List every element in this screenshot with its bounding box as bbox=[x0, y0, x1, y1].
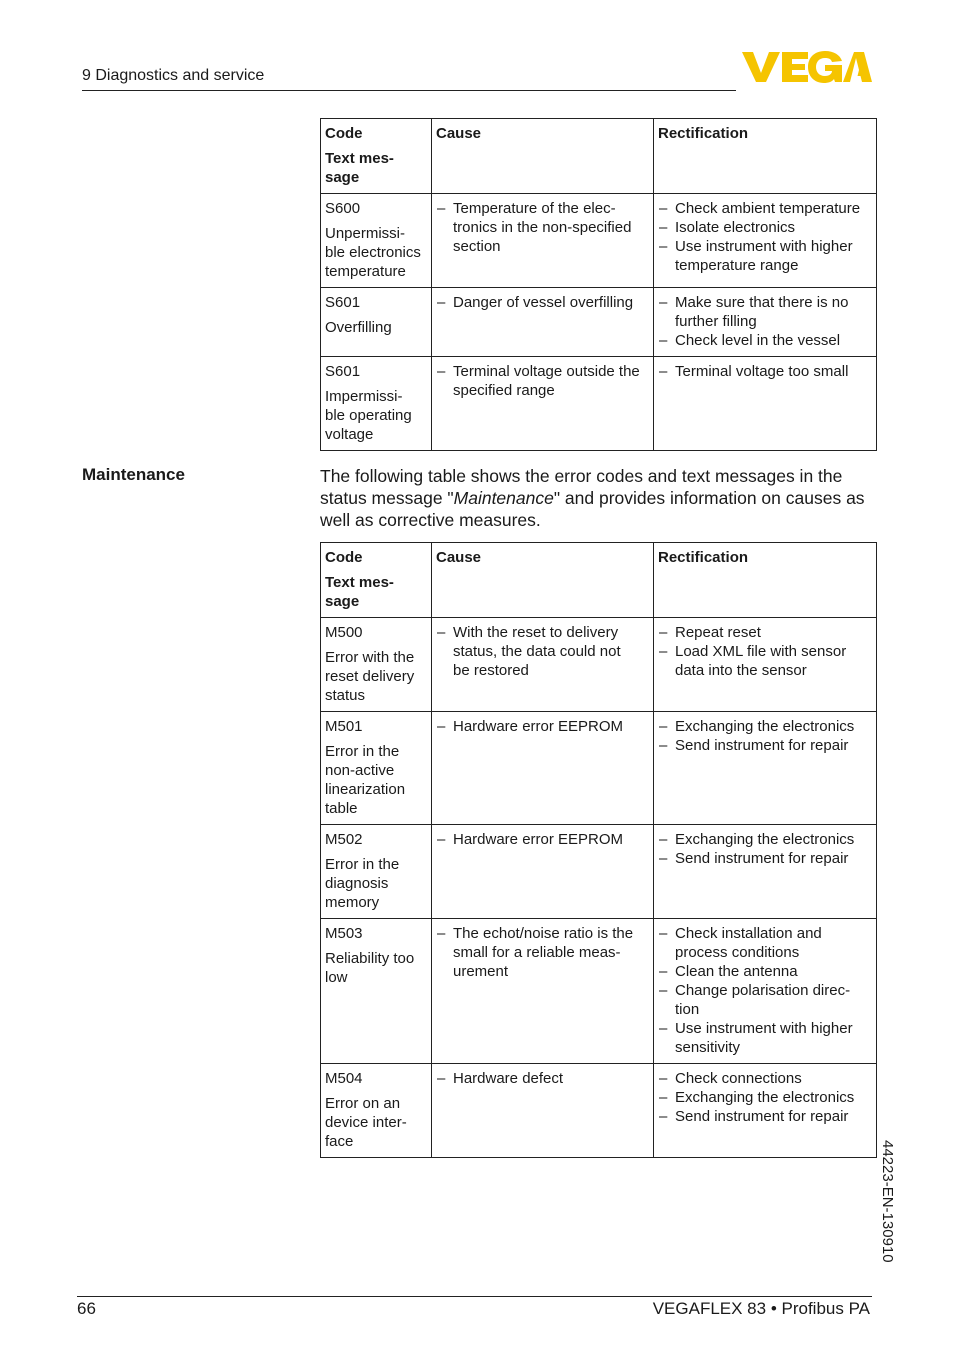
table-row bbox=[321, 194, 877, 288]
code-cell bbox=[321, 194, 432, 288]
rectification-item: – Send instrument for repair bbox=[658, 736, 872, 755]
header-rectification: Rectification bbox=[658, 125, 749, 142]
code-cell bbox=[321, 712, 432, 825]
status-table-failure bbox=[320, 118, 877, 451]
header-rectification-cell bbox=[654, 543, 877, 618]
table-header-row bbox=[321, 119, 877, 194]
cause-item: – Hardware error EEPROM bbox=[436, 830, 649, 849]
cause-cell bbox=[432, 357, 654, 451]
rectification-cell bbox=[654, 194, 877, 288]
rectification-cell bbox=[654, 288, 877, 357]
error-code: M503 bbox=[325, 925, 363, 942]
rectification-item: – Check level in the vessel bbox=[658, 331, 872, 350]
code-cell bbox=[321, 825, 432, 919]
header-code: Code bbox=[325, 125, 363, 142]
rectification-item: – Change polarisation direc- tion bbox=[658, 981, 872, 1019]
error-code: M500 bbox=[325, 624, 363, 641]
rectification-item: – Exchanging the electronics bbox=[658, 1088, 872, 1107]
cause-cell bbox=[432, 825, 654, 919]
rectification-cell bbox=[654, 618, 877, 712]
header-code-cell bbox=[321, 543, 432, 618]
header-cause: Cause bbox=[436, 549, 482, 566]
rectification-item: – Terminal voltage too small bbox=[658, 362, 872, 381]
rectification-item: – Clean the antenna bbox=[658, 962, 872, 981]
code-cell bbox=[321, 357, 432, 451]
code-cell bbox=[321, 1064, 432, 1158]
cause-item: – Hardware error EEPROM bbox=[436, 717, 649, 736]
cause-item: – Terminal voltage outside the specified range bbox=[436, 362, 649, 400]
table-row bbox=[321, 357, 877, 451]
rectification-item: – Check ambient temperature bbox=[658, 199, 872, 218]
rectification-cell bbox=[654, 1064, 877, 1158]
rectification-item: – Isolate electronics bbox=[658, 218, 872, 237]
footer-product-name: VEGAFLEX 83 • Profibus PA bbox=[652, 1299, 870, 1318]
table-header-row bbox=[321, 543, 877, 618]
error-code: M502 bbox=[325, 831, 363, 848]
table-row bbox=[321, 712, 877, 825]
rectification-item: – Use instrument with higher sensitivity bbox=[658, 1019, 872, 1057]
rectification-item: – Make sure that there is no further filling bbox=[658, 293, 872, 331]
cause-cell bbox=[432, 919, 654, 1064]
rectification-item: – Exchanging the electronics bbox=[658, 830, 872, 849]
cause-item: – Temperature of the elec- tronics in the non-specified section bbox=[436, 199, 649, 256]
error-code: M501 bbox=[325, 718, 363, 735]
vega-logo bbox=[742, 50, 872, 84]
rectification-cell bbox=[654, 825, 877, 919]
text-message: Error with the reset delivery status bbox=[325, 649, 415, 704]
error-code: S601 bbox=[325, 363, 361, 380]
table-row bbox=[321, 1064, 877, 1158]
table-row bbox=[321, 825, 877, 919]
text-message: Overfilling bbox=[325, 319, 392, 336]
header-rectification-cell bbox=[654, 119, 877, 194]
text-message: Error in the non-active linearization table bbox=[325, 743, 406, 817]
header-cause: Cause bbox=[436, 125, 482, 142]
header-rectification: Rectification bbox=[658, 549, 749, 566]
text-message: Unpermissi- ble electronics temperature bbox=[325, 225, 421, 280]
header-cause-cell bbox=[432, 119, 654, 194]
code-cell bbox=[321, 919, 432, 1064]
cause-item: – Danger of vessel overfilling bbox=[436, 293, 649, 312]
header-code-cell bbox=[321, 119, 432, 194]
cause-cell bbox=[432, 712, 654, 825]
error-code: S601 bbox=[325, 294, 361, 311]
code-cell bbox=[321, 288, 432, 357]
rectification-item: – Send instrument for repair bbox=[658, 1107, 872, 1126]
section-title: 9 Diagnostics and service bbox=[82, 67, 265, 84]
table-row bbox=[321, 919, 877, 1064]
rectification-item: – Use instrument with higher temperature range bbox=[658, 237, 872, 275]
rectification-item: – Repeat reset bbox=[658, 623, 872, 642]
intro-emphasis: Maintenance bbox=[453, 488, 554, 508]
header-cause-cell bbox=[432, 543, 654, 618]
table-row bbox=[321, 288, 877, 357]
rectification-item: – Load XML file with sensor data into the sensor bbox=[658, 642, 872, 680]
cause-item: – The echot/noise ratio is the small for a reliable meas- urement bbox=[436, 924, 649, 981]
cause-cell bbox=[432, 1064, 654, 1158]
code-cell bbox=[321, 618, 432, 712]
cause-cell bbox=[432, 194, 654, 288]
table-row bbox=[321, 618, 877, 712]
text-message: Error on an device inter- face bbox=[325, 1095, 407, 1150]
error-code: S600 bbox=[325, 200, 361, 217]
document-number: 44223-EN-130910 bbox=[879, 1140, 896, 1263]
footer-divider bbox=[77, 1296, 872, 1297]
error-code: M504 bbox=[325, 1070, 363, 1087]
header-divider bbox=[82, 90, 736, 91]
header-text-message: Text mes- sage bbox=[325, 150, 394, 186]
rectification-item: – Check installation and process conditions bbox=[658, 924, 872, 962]
text-message: Reliability too low bbox=[325, 950, 415, 986]
text-message: Impermissi- ble operating voltage bbox=[325, 388, 412, 443]
page-number: 66 bbox=[77, 1299, 96, 1318]
rectification-cell bbox=[654, 357, 877, 451]
text-message: Error in the diagnosis memory bbox=[325, 856, 400, 911]
maintenance-intro bbox=[320, 465, 876, 531]
rectification-item: – Send instrument for repair bbox=[658, 849, 872, 868]
header-text-message: Text mes- sage bbox=[325, 574, 394, 610]
rectification-cell bbox=[654, 712, 877, 825]
intro-text-before: The following table shows the error codes and text messages in the status message " bbox=[320, 466, 843, 508]
rectification-item: – Exchanging the electronics bbox=[658, 717, 872, 736]
cause-item: – Hardware defect bbox=[436, 1069, 649, 1088]
header-code: Code bbox=[325, 549, 363, 566]
status-table-maintenance bbox=[320, 542, 877, 1158]
rectification-item: – Check connections bbox=[658, 1069, 872, 1088]
vega-logo-graphic bbox=[742, 50, 872, 84]
intro-text-after: " and provides information on causes as well as corrective measures. bbox=[320, 488, 865, 530]
rectification-cell bbox=[654, 919, 877, 1064]
maintenance-heading: Maintenance bbox=[82, 465, 185, 484]
cause-cell bbox=[432, 618, 654, 712]
cause-item: – With the reset to delivery status, the data could not be restored bbox=[436, 623, 649, 680]
cause-cell bbox=[432, 288, 654, 357]
